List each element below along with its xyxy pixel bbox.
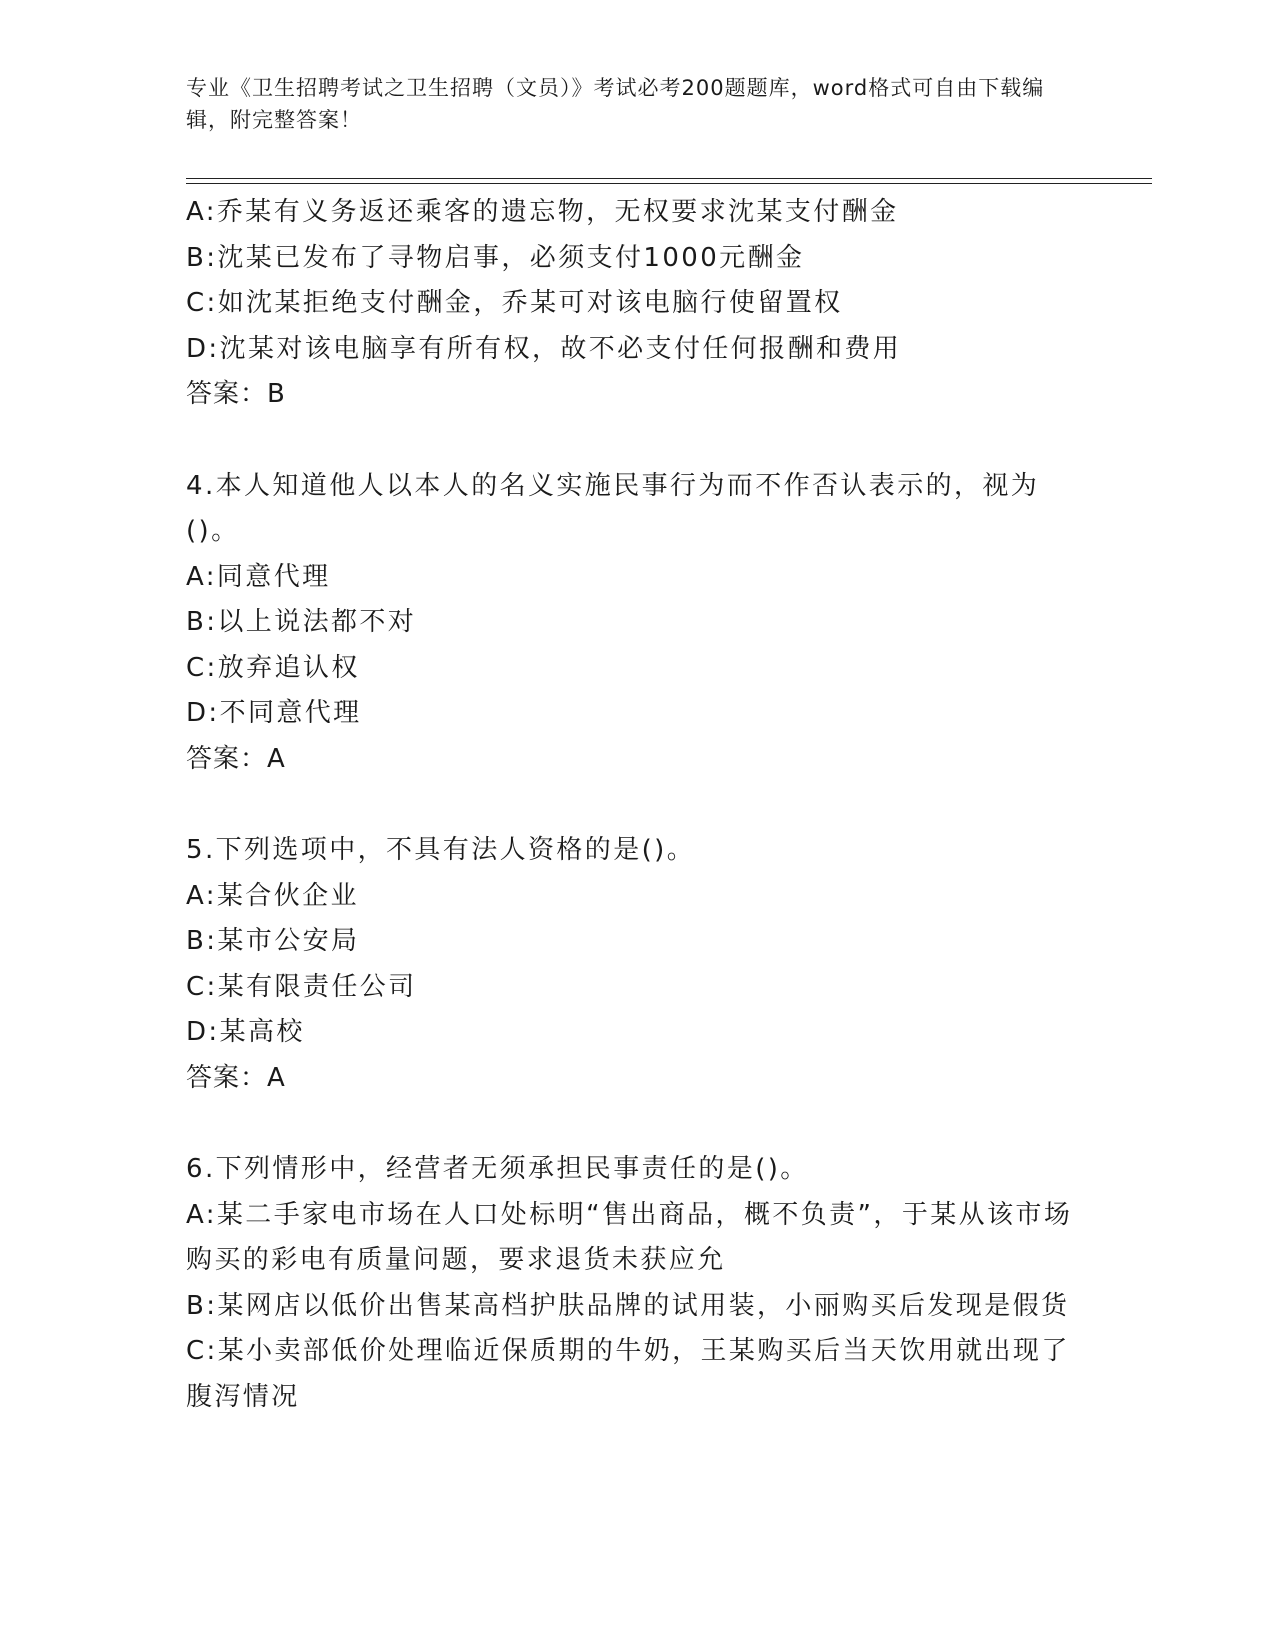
question-3 xyxy=(186,190,1086,418)
question-stem: 5.下列选项中，不具有法人资格的是()。 xyxy=(186,835,696,865)
answer: 答案：B xyxy=(186,379,286,409)
option-d: D:不同意代理 xyxy=(186,698,362,728)
question-6 xyxy=(186,1147,1086,1420)
option-b: B:某网店以低价出售某高档护肤品牌的试用装，小丽购买后发现是假货 xyxy=(186,1290,1070,1321)
option-c: C:如沈某拒绝支付酬金，乔某可对该电脑行使留置权 xyxy=(186,288,843,318)
option-d: D:沈某对该电脑享有所有权，故不必支付任何报酬和费用 xyxy=(186,333,902,364)
option-c: C:某小卖部低价处理临近保质期的牛奶，王某购买后当天饮用就出现了腹泻情况 xyxy=(186,1336,1070,1412)
document-header xyxy=(186,72,1066,136)
option-a: A:某二手家电市场在人口处标明“售出商品，概不负责”，于某从该市场购买的彩电有质量问题，要求退货未获应允 xyxy=(186,1199,1073,1275)
option-b: B:某市公安局 xyxy=(186,926,360,956)
spacer xyxy=(186,1101,1086,1147)
question-stem: 6.下列情形中，经营者无须承担民事责任的是()。 xyxy=(186,1154,809,1184)
question-stem: 4.本人知道他人以本人的名义实施民事行为而不作否认表示的，视为()。 xyxy=(186,470,1040,546)
question-5 xyxy=(186,828,1086,1101)
answer: 答案：A xyxy=(186,743,286,774)
option-b: B:沈某已发布了寻物启事，必须支付1000元酬金 xyxy=(186,242,805,273)
spacer xyxy=(186,418,1086,464)
header-rule-top xyxy=(186,178,1152,179)
option-a: A:某合伙企业 xyxy=(186,880,359,911)
question-list xyxy=(186,190,1086,1420)
option-b: B:以上说法都不对 xyxy=(186,607,417,637)
answer: 答案：A xyxy=(186,1062,286,1093)
spacer xyxy=(186,782,1086,828)
option-a: A:同意代理 xyxy=(186,561,331,592)
option-d: D:某高校 xyxy=(186,1017,305,1047)
header-rule-bottom xyxy=(186,183,1152,184)
option-a: A:乔某有义务返还乘客的遗忘物，无权要求沈某支付酬金 xyxy=(186,197,899,227)
option-c: C:放弃追认权 xyxy=(186,652,360,683)
document-title: 专业《卫生招聘考试之卫生招聘（文员）》考试必考200题题库，word格式可自由下载编辑，附完整答案！ xyxy=(186,76,1045,132)
question-4 xyxy=(186,464,1086,783)
option-c: C:某有限责任公司 xyxy=(186,971,417,1002)
